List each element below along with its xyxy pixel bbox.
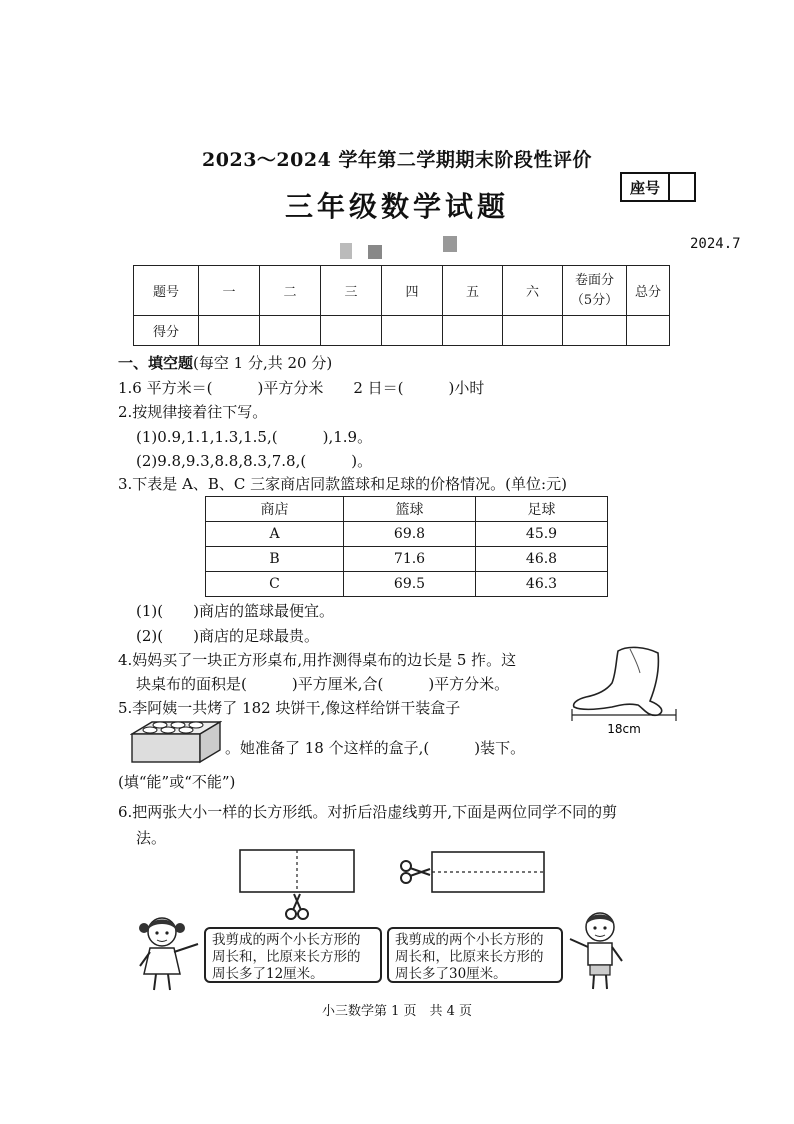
score-cell[interactable] — [382, 316, 443, 346]
bubble-line: 我剪成的两个小长方形的 — [212, 932, 361, 948]
basketball-price-cell: 69.5 — [344, 572, 476, 597]
scissors-icon — [286, 894, 308, 919]
score-header-cell: 题号 — [134, 266, 199, 316]
price-header-cell: 商店 — [206, 497, 344, 522]
neatness-score-points: （5分） — [570, 292, 619, 308]
seat-number-label: 座号 — [622, 174, 670, 200]
question-6-line1: 6.把两张大小一样的长方形纸。对折后沿虚线剪开,下面是两位同学不同的剪 — [118, 803, 618, 821]
bubble-line: 我剪成的两个小长方形的 — [395, 932, 544, 948]
bubble-line: 周长多了12厘米。 — [212, 966, 324, 982]
vertical-cut-diagram — [238, 848, 356, 923]
question-4-line1: 4.妈妈买了一块正方形桌布,用拃测得桌布的边长是 5 拃。这 — [118, 651, 517, 669]
question-2a: (1)0.9,1.1,1.3,1.5,( ),1.9。 — [136, 428, 373, 446]
store-cell: A — [206, 522, 344, 547]
question-3-sub1: (1)( )商店的篮球最便宜。 — [136, 602, 334, 620]
price-header-cell: 足球 — [476, 497, 608, 522]
score-header-cell: 五 — [443, 266, 503, 316]
exam-date: 2024.7 — [690, 236, 741, 252]
basketball-price-cell: 69.8 — [344, 522, 476, 547]
section-title: 一、填空题 — [118, 354, 194, 372]
score-header-cell: 一 — [199, 266, 260, 316]
score-cell[interactable] — [563, 316, 627, 346]
scan-mark — [368, 245, 382, 259]
score-header-cell: 总分 — [627, 266, 670, 316]
football-price-cell: 46.3 — [476, 572, 608, 597]
hand-span-label: 18cm — [607, 722, 641, 736]
boy-speech-bubble — [387, 927, 563, 983]
neatness-score-label: 卷面分 — [574, 272, 614, 288]
question-2b: (2)9.8,9.3,8.8,8.3,7.8,( )。 — [136, 452, 373, 470]
section-heading — [118, 352, 332, 373]
score-header-cell: 四 — [382, 266, 443, 316]
score-table — [133, 265, 670, 346]
horizontal-cut-diagram — [398, 848, 546, 896]
store-cell: C — [206, 572, 344, 597]
question-5-line3: (填“能”或“不能”) — [118, 773, 236, 791]
score-header-cell: 二 — [260, 266, 321, 316]
score-header-cell: 六 — [503, 266, 563, 316]
question-5-line1: 5.李阿姨一共烤了 182 块饼干,像这样给饼干装盒子 — [118, 699, 461, 717]
question-1: 1.6 平方米＝( )平方分米 2 日＝( )小时 — [118, 379, 485, 397]
score-header-cell — [563, 266, 627, 316]
score-cell[interactable] — [199, 316, 260, 346]
question-2-stem: 2.按规律接着往下写。 — [118, 403, 268, 421]
score-row-label: 得分 — [134, 316, 199, 346]
bubble-line: 周长多了30厘米。 — [395, 966, 507, 982]
football-price-cell: 45.9 — [476, 522, 608, 547]
question-4-line2: 块桌布的面积是( )平方厘米,合( )平方分米。 — [136, 675, 510, 693]
exam-period-title: 2023～2024 学年第二学期期末阶段性评价 — [202, 149, 592, 171]
scan-mark — [443, 236, 457, 252]
question-3-stem: 3.下表是 A、B、C 三家商店同款篮球和足球的价格情况。(单位:元) — [118, 475, 567, 493]
score-cell[interactable] — [503, 316, 563, 346]
basketball-price-cell: 71.6 — [344, 547, 476, 572]
scissors-icon — [401, 861, 430, 883]
seat-number-field[interactable] — [670, 174, 694, 200]
boy-illustration — [566, 905, 632, 993]
price-header-cell: 篮球 — [344, 497, 476, 522]
girl-illustration — [132, 912, 202, 994]
question-6-line2: 法。 — [136, 829, 167, 847]
girl-speech-bubble — [204, 927, 382, 983]
question-5-line2: 。她准备了 18 个这样的盒子,( )装下。 — [225, 739, 526, 757]
exam-title: 三年级数学试题 — [284, 190, 509, 223]
table-row — [206, 572, 608, 597]
scan-mark — [340, 243, 352, 259]
table-row — [206, 547, 608, 572]
section-note: (每空 1 分,共 20 分) — [193, 354, 333, 372]
page-footer: 小三数学第 1 页 共 4 页 — [321, 1004, 473, 1019]
seat-number-box[interactable] — [620, 172, 696, 202]
score-cell[interactable] — [627, 316, 670, 346]
score-header-cell: 三 — [321, 266, 382, 316]
bubble-line: 周长和，比原来长方形的 — [212, 949, 361, 965]
hand-span-illustration — [568, 643, 683, 738]
cookie-box-icon — [130, 718, 222, 766]
football-price-cell: 46.8 — [476, 547, 608, 572]
store-cell: B — [206, 547, 344, 572]
table-row — [206, 522, 608, 547]
question-3-sub2: (2)( )商店的足球最贵。 — [136, 627, 319, 645]
price-table — [205, 496, 608, 597]
score-cell[interactable] — [443, 316, 503, 346]
score-cell[interactable] — [321, 316, 382, 346]
bubble-line: 周长和，比原来长方形的 — [395, 949, 544, 965]
score-cell[interactable] — [260, 316, 321, 346]
